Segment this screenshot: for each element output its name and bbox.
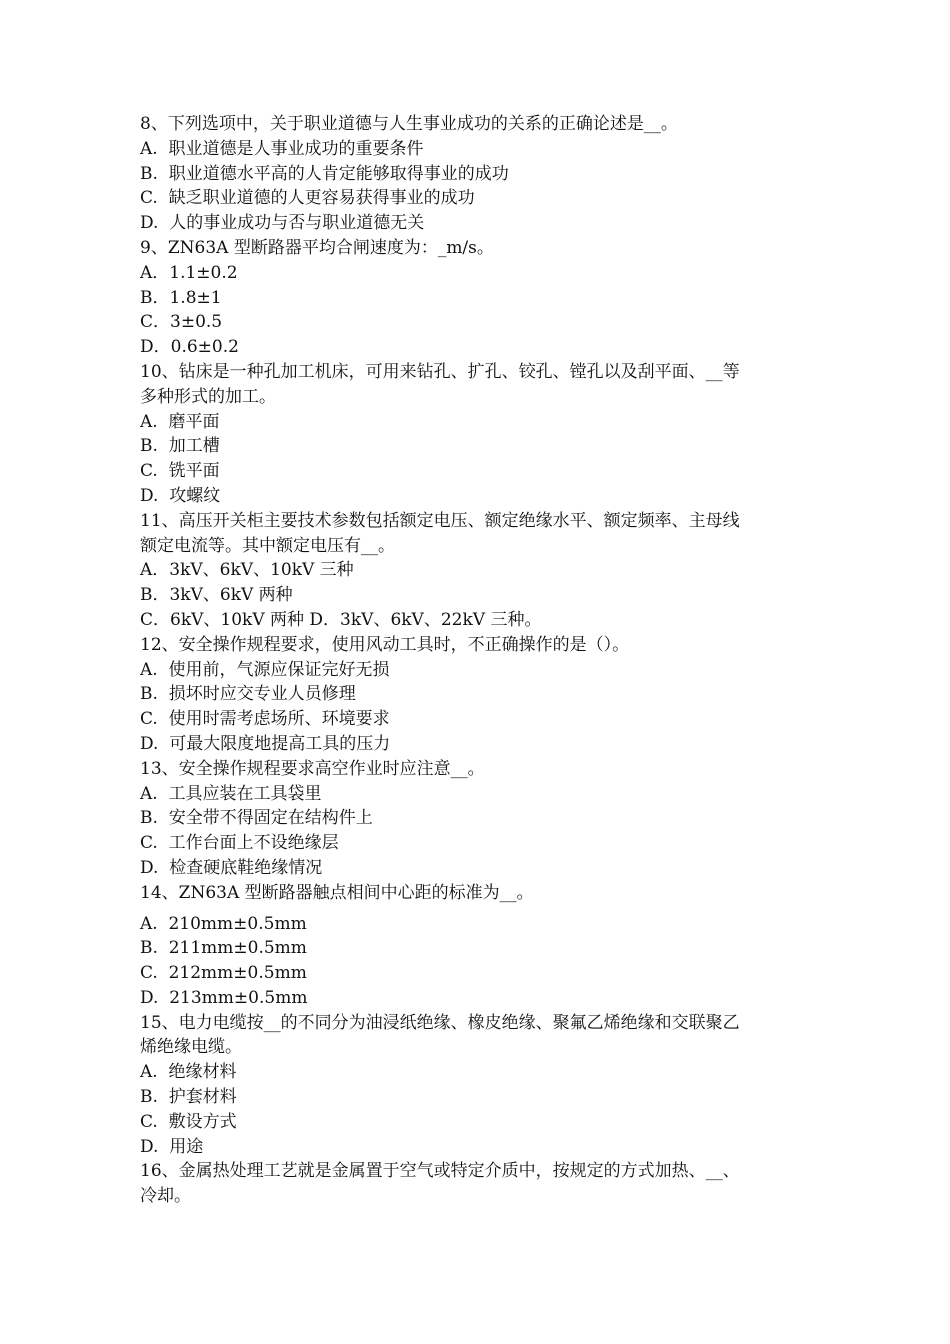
answer-option: B. 护套材料 <box>140 1087 237 1108</box>
question-text: 11、高压开关柜主要技术参数包括额定电压、额定绝缘水平、额定频率、主母线 <box>140 510 740 531</box>
question-text: 12、安全操作规程要求，使用风动工具时，不正确操作的是（）。 <box>140 634 630 655</box>
answer-option: B. 安全带不得固定在结构件上 <box>140 808 373 829</box>
answer-option: B．1.8±1 <box>140 287 222 308</box>
answer-option: A. 210mm±0.5mm <box>140 913 307 934</box>
answer-option: A. 职业道德是人事业成功的重要条件 <box>140 138 424 159</box>
answer-option: B. 职业道德水平高的人肯定能够取得事业的成功 <box>140 163 509 184</box>
answer-option: D. 攻螺纹 <box>140 485 221 506</box>
answer-option: C. 212mm±0.5mm <box>140 963 307 984</box>
answer-option: D．0.6±0.2 <box>140 337 239 358</box>
answer-option: B. 加工槽 <box>140 436 220 457</box>
answer-option: B. 211mm±0.5mm <box>140 938 307 959</box>
answer-option: A．3kV、6kV、10kV 三种 <box>140 560 354 581</box>
answer-option: D. 用途 <box>140 1136 204 1157</box>
answer-option: C．6kV、10kV 两种 D．3kV、6kV、22kV 三种。 <box>140 609 542 630</box>
question-text: 9、ZN63A 型断路器平均合闸速度为：_m/s。 <box>140 237 494 258</box>
answer-option: A. 工具应装在工具袋里 <box>140 783 322 804</box>
answer-option: C. 敷设方式 <box>140 1111 237 1132</box>
answer-option: A. 绝缘材料 <box>140 1062 237 1083</box>
answer-option: C. 铣平面 <box>140 461 220 482</box>
answer-option: D. 检查硬底鞋绝缘情况 <box>140 857 323 878</box>
question-text: 14、ZN63A 型断路器触点相间中心距的标准为__。 <box>140 882 534 903</box>
answer-option: D. 人的事业成功与否与职业道德无关 <box>140 213 425 234</box>
answer-option: A. 磨平面 <box>140 411 220 432</box>
question-text: 16、金属热处理工艺就是金属置于空气或特定介质中，按规定的方式加热、__、 <box>140 1161 740 1182</box>
answer-option: B. 损坏时应交专业人员修理 <box>140 684 356 705</box>
question-text: 冷却。 <box>140 1186 191 1207</box>
answer-option: C. 缺乏职业道德的人更容易获得事业的成功 <box>140 188 475 209</box>
question-text: 多种形式的加工。 <box>140 386 276 407</box>
answer-option: B．3kV、6kV 两种 <box>140 585 293 606</box>
answer-option: C. 使用时需考虑场所、环境要求 <box>140 709 390 730</box>
answer-option: A．1.1±0.2 <box>140 262 238 283</box>
question-text: 烯绝缘电缆。 <box>140 1037 242 1058</box>
answer-option: A. 使用前，气源应保证完好无损 <box>140 659 390 680</box>
question-text: 13、安全操作规程要求高空作业时应注意__。 <box>140 758 485 779</box>
question-text: 15、电力电缆按__的不同分为油浸纸绝缘、橡皮绝缘、聚氟乙烯绝缘和交联聚乙 <box>140 1012 740 1033</box>
answer-option: D. 可最大限度地提高工具的压力 <box>140 733 391 754</box>
document-page <box>140 112 812 1209</box>
question-text: 额定电流等。其中额定电压有__。 <box>140 535 395 556</box>
answer-option: C．3±0.5 <box>140 312 223 333</box>
answer-option: C. 工作台面上不设绝缘层 <box>140 833 339 854</box>
question-text: 8、下列选项中，关于职业道德与人生事业成功的关系的正确论述是__。 <box>140 114 678 134</box>
answer-option: D. 213mm±0.5mm <box>140 987 308 1008</box>
question-text: 10、钻床是一种孔加工机床，可用来钻孔、扩孔、铰孔、镗孔以及刮平面、__等 <box>140 361 740 382</box>
